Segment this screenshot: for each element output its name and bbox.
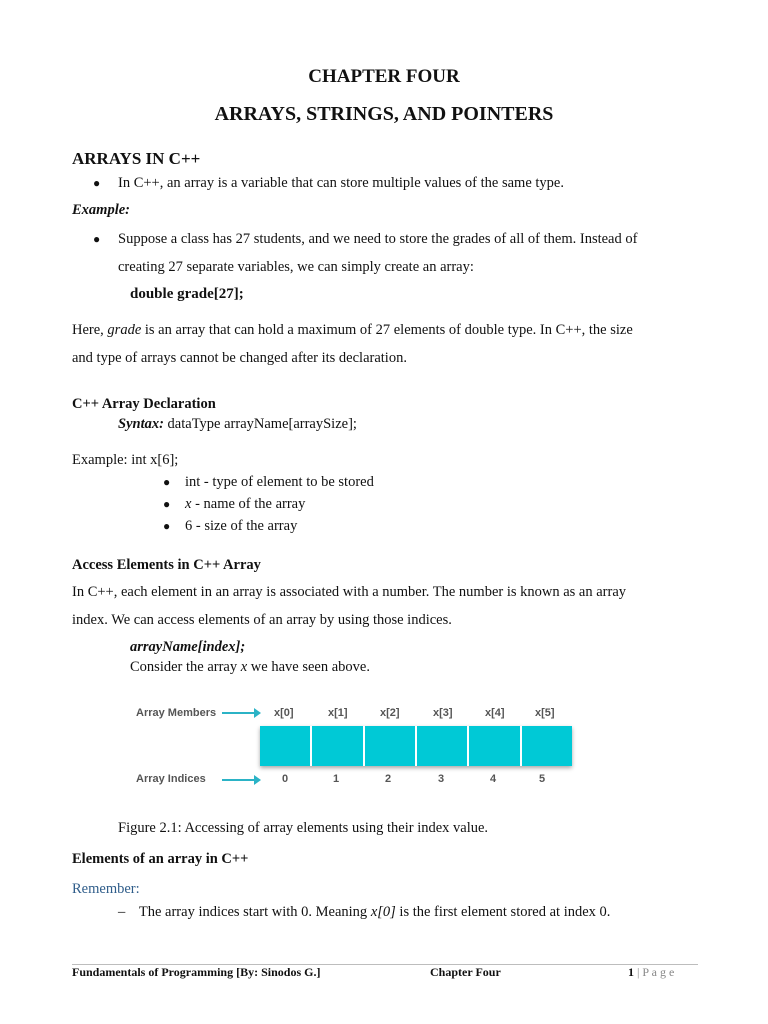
section-heading-elements: Elements of an array in C++ xyxy=(72,851,249,867)
bullet-dot: ● xyxy=(93,176,101,190)
text-emphasis: x xyxy=(240,659,248,675)
array-members-label: Array Members xyxy=(136,707,217,719)
array-cell xyxy=(522,726,572,766)
paragraph-grade-line2: and type of arrays cannot be changed after its declaration. xyxy=(72,350,407,366)
text: Consider the array xyxy=(130,659,238,675)
array-cells xyxy=(260,726,572,766)
page-number xyxy=(628,965,674,980)
section-heading-declaration: C++ Array Declaration xyxy=(72,396,216,412)
bullet-text: In C++, an array is a variable that can store multiple values of the same type. xyxy=(118,175,564,191)
bullet-dot: ● xyxy=(163,519,171,533)
consider-line xyxy=(130,653,370,681)
figure-caption: Figure 2.1: Accessing of array elements using their index value. xyxy=(118,820,489,836)
text: is an array that can hold a maximum of 27 elements of double type. In C++, the size xyxy=(144,322,633,338)
syntax-label: Syntax: xyxy=(118,416,164,432)
member-label: x[0] xyxy=(274,707,294,719)
declaration-example: Example: int x[6]; xyxy=(72,452,179,468)
text-emphasis: grade xyxy=(107,322,142,338)
bullet-dot: ● xyxy=(163,475,171,489)
bullet-text-line2: creating 27 separate variables, we can simply create an array: xyxy=(118,259,474,275)
remember-note xyxy=(118,898,610,926)
bullet-dot: ● xyxy=(93,232,101,246)
member-label: x[5] xyxy=(535,707,555,719)
member-label: x[4] xyxy=(485,707,505,719)
member-label: x[2] xyxy=(380,707,400,719)
bullet-text-line1: Suppose a class has 27 students, and we need to store the grades of all of them. Instead of xyxy=(118,231,638,247)
remember-label: Remember: xyxy=(72,881,140,897)
text: is the first element stored at index 0. xyxy=(399,904,611,920)
section-heading-arrays: ARRAYS IN C++ xyxy=(72,149,201,168)
index-label: 3 xyxy=(438,773,445,785)
page-number-value: 1 xyxy=(628,965,634,979)
text: we have seen above. xyxy=(250,659,370,675)
syntax-text: dataType arrayName[arraySize]; xyxy=(167,416,357,432)
code-example: double grade[27]; xyxy=(130,286,244,302)
indices-arrow-icon xyxy=(222,774,262,786)
list-item-emphasis: x xyxy=(185,496,192,512)
array-cell xyxy=(260,726,312,766)
member-label: x[3] xyxy=(433,707,453,719)
array-cell xyxy=(417,726,469,766)
array-cell xyxy=(469,726,521,766)
array-indices-label: Array Indices xyxy=(136,773,206,785)
chapter-subtitle: ARRAYS, STRINGS, AND POINTERS xyxy=(214,103,554,125)
text: Here, xyxy=(72,322,104,338)
list-item-text: int - type of element to be stored xyxy=(185,474,374,490)
index-label: 5 xyxy=(539,773,546,785)
access-code: arrayName[index]; xyxy=(130,639,246,655)
array-cell xyxy=(312,726,364,766)
footer-left: Fundamentals of Programming [By: Sinodos G.] xyxy=(72,965,321,979)
dash-marker: – xyxy=(118,904,126,920)
list-item-text: 6 - size of the array xyxy=(185,518,298,534)
example-label: Example: xyxy=(72,202,130,218)
access-line2: index. We can access elements of an array by using those indices. xyxy=(72,612,452,628)
members-arrow-icon xyxy=(222,707,262,719)
text-emphasis: x[0] xyxy=(370,904,396,920)
access-line1: In C++, each element in an array is associated with a number. The number is known as an array xyxy=(72,584,627,600)
paragraph-grade-line1 xyxy=(72,316,633,344)
bullet-dot: ● xyxy=(163,497,171,511)
index-label: 1 xyxy=(333,773,340,785)
list-item-text: - name of the array xyxy=(191,496,306,512)
syntax-line xyxy=(118,410,357,438)
array-cell xyxy=(365,726,417,766)
text: The array indices start with 0. Meaning xyxy=(138,904,368,920)
page-label: | P a g e xyxy=(634,965,675,979)
index-label: 0 xyxy=(282,773,289,785)
index-label: 4 xyxy=(490,773,497,785)
section-heading-access: Access Elements in C++ Array xyxy=(72,557,261,573)
member-label: x[1] xyxy=(328,707,348,719)
index-label: 2 xyxy=(385,773,392,785)
chapter-title: CHAPTER FOUR xyxy=(308,66,460,87)
array-figure xyxy=(0,690,768,800)
footer-center: Chapter Four xyxy=(430,965,501,979)
